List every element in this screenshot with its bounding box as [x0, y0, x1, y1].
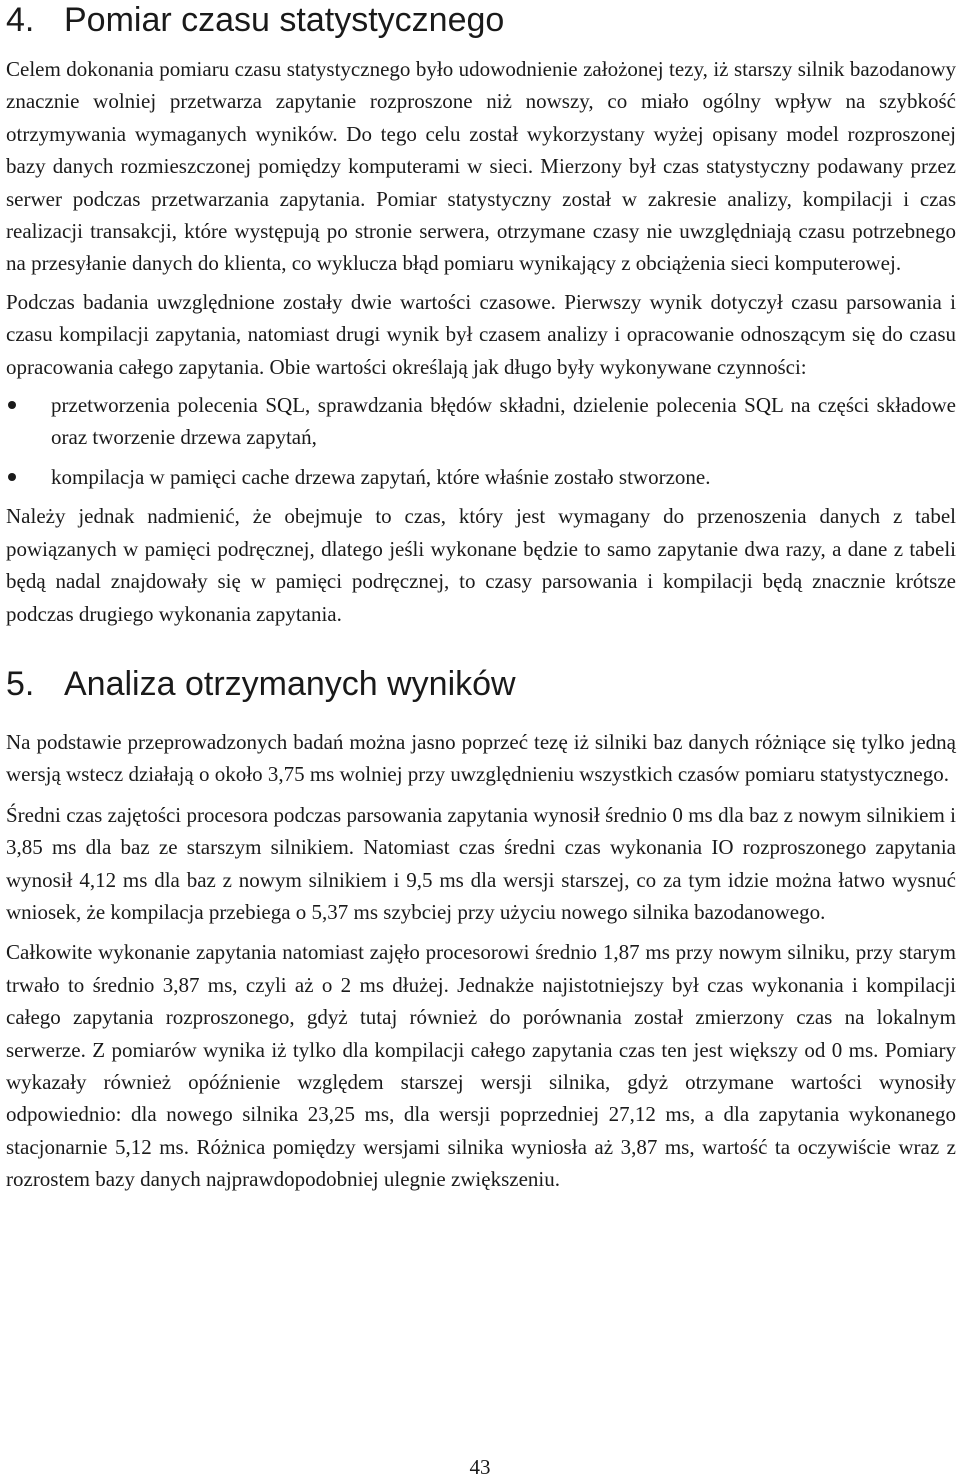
section-title: Pomiar czasu statystycznego	[64, 1, 505, 39]
section-heading	[6, 664, 956, 704]
paragraph: Celem dokonania pomiaru czasu statystycznego było udowodnienie założonej tezy, iż starszy silnik bazodanowy znacznie wolniej przetwarza zapytanie rozproszone niż nowszy, co miało ogólny wpływ na szybkość otrzymywania wymaganych wyników. Do tego celu został wykorzystany wyżej opisany model rozproszonej bazy danych rozmieszczonej pomiędzy komputerami w sieci. Mierzony był czas statystyczny podawany przez serwer podczas przetwarzania zapytania. Pomiar statystyczny został w zakresie analizy, kompilacji i czas realizacji transakcji, które występują po stronie serwera, otrzymane czasy nie uwzględniają czasu potrzebnego na przesyłanie danych do klienta, co wyklucza błąd pomiaru wynikający z obciążenia sieci komputerowej.	[6, 57, 956, 276]
paragraph: Podczas badania uwzględnione zostały dwie wartości czasowe. Pierwszy wynik dotyczył czasu parsowania i czasu kompilacji zapytania, natomiast drugi wynik był czasem analizy i opracowanie odnoszącym się do czasu opracowania całego zapytania. Obie wartości określają jak długo były wykonywane czynności:	[6, 289, 956, 379]
paragraph: Należy jednak nadmienić, że obejmuje to czas, który jest wymagany do przenoszenia danych z tabel powiązanych w pamięci podręcznej, dlatego jeśli wykonane będzie to samo zapytanie dwa razy, a dane z tabeli będą nadal znajdowały się w pamięci podręcznej, to czasy parsowania i kompilacji będą znacznie krótsze podczas drugiego wykonania zapytania.	[6, 504, 956, 626]
list-item	[6, 461, 956, 493]
page-number: 43	[469, 1455, 491, 1479]
bullet-list	[6, 389, 956, 493]
section-number: 5.	[6, 664, 35, 703]
paragraph: Średni czas zajętości procesora podczas parsowania zapytania wynosił średnio 0 ms dla baz z nowym silnikiem i 3,85 ms dla baz ze starszym silnikiem. Natomiast czas średni czas wykonania IO rozproszonego zapytania wynosił 4,12 ms dla baz z nowym silnikiem i 9,5 ms dla wersji starszej, co za tym idzie można łatwo wysnuć wniosek, że kompilacja przebiega o 5,37 ms szybciej przy użyciu nowego silnika bazodanowego.	[6, 802, 956, 924]
paragraph: Na podstawie przeprowadzonych badań można jasno poprzeć tezę iż silniki baz danych różniące się tylko jedną wersją wstecz działają o około 3,75 ms wolniej przy uwzględnieniu wszystkich czasów pomiaru statystycznego.	[6, 729, 956, 787]
list-item-text: kompilacja w pamięci cache drzewa zapytań, które właśnie zostało stworzone.	[51, 464, 711, 489]
paragraph: Całkowite wykonanie zapytania natomiast zajęło procesorowi średnio 1,87 ms przy nowym silniku, przy starym trwało to średnio 3,87 ms, czyli aż o 2 ms dłużej. Jednakże najistotniejszy był czas wykonania i kompilacji całego zapytania rozproszonego, gdyż tutaj również do porównania został zmierzony czas na lokalnym serwerze. Z pomiarów wynika iż tylko dla kompilacji całego zapytania czas ten jest większy od 0 ms. Pomiary wykazały również opóźnienie względem starszej wersji silnika, gdyż otrzymane wartości wynosiły odpowiednio: dla nowego silnika 23,25 ms, dla wersji poprzedniej 27,12 ms, a dla zapytania wykonanego stacjonarnie 5,12 ms. Różnica pomiędzy wersjami silnika wyniosła aż 3,87 ms, wartość ta oczywiście wraz z rozrostem bazy danych najprawdopodobniej ulegnie zwiększeniu.	[6, 940, 956, 1192]
section-number: 4.	[6, 1, 35, 39]
document-page	[6, 0, 956, 1196]
list-item	[6, 389, 956, 454]
bullet-icon	[8, 473, 16, 481]
list-item-text: przetworzenia polecenia SQL, sprawdzania błędów składni, dzielenie polecenia SQL na części składowe oraz tworzenie drzewa zapytań,	[51, 393, 956, 450]
bullet-icon	[8, 401, 16, 409]
section-heading	[6, 0, 956, 40]
section-title: Analiza otrzymanych wyników	[64, 664, 516, 703]
